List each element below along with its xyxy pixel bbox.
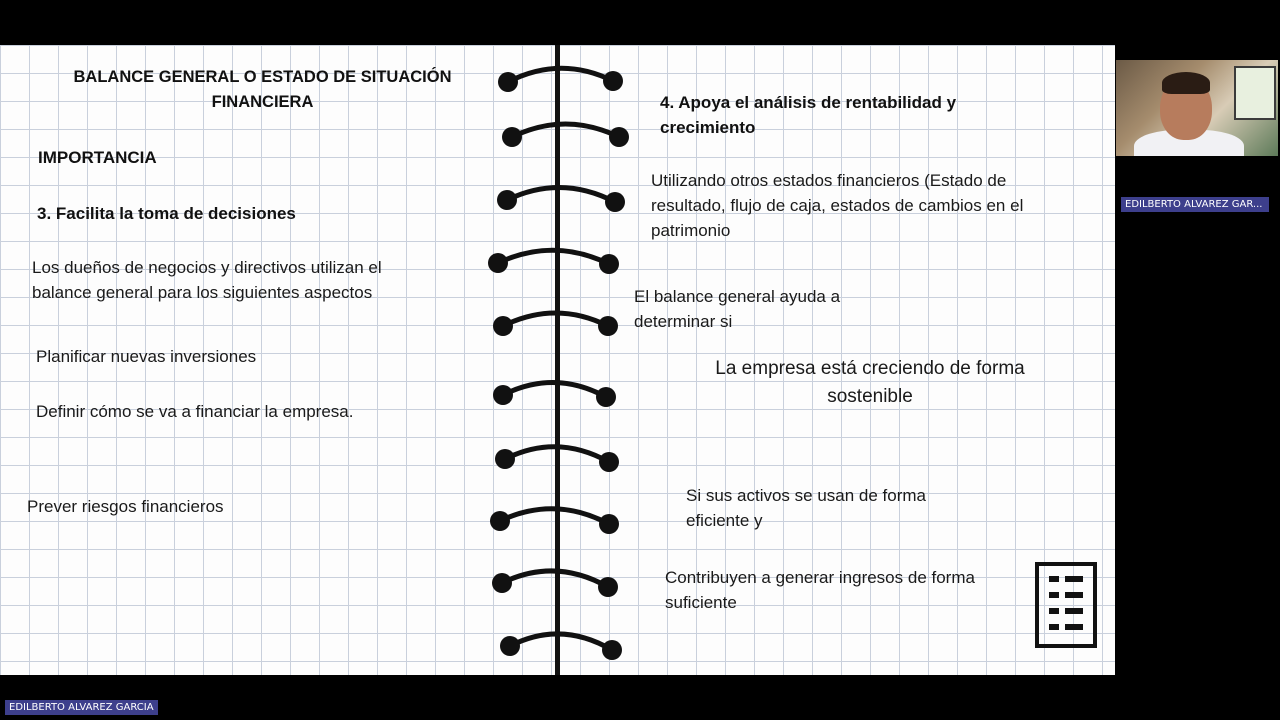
- video-name-tag: EDILBERTO ALVAREZ GAR...: [1121, 197, 1269, 212]
- notebook-ring-icon: [497, 187, 625, 212]
- notebook-ring-icon: [495, 447, 619, 472]
- notebook-ring-icon: [502, 124, 629, 147]
- speaker-name-tag: EDILBERTO ALVAREZ GARCIA: [5, 700, 158, 715]
- income-question: Contribuyen a generar ingresos de forma suficiente: [665, 568, 975, 612]
- aspect-item-1: Planificar nuevas inversiones: [36, 347, 257, 366]
- point-4-heading: 4. Apoya el análisis de rentabilidad y crecimiento: [660, 93, 957, 137]
- helps-determine-text: El balance general ayuda a determinar si: [634, 287, 841, 331]
- background-window: [1234, 66, 1276, 120]
- notebook-ring-icon: [492, 571, 618, 597]
- importance-heading: IMPORTANCIA: [38, 148, 157, 167]
- growth-question: La empresa está creciendo de forma sostenible: [715, 358, 1025, 407]
- notebook-ring-icon: [498, 68, 623, 92]
- notebook-ring-icon: [488, 250, 619, 274]
- slide-title: BALANCE GENERAL O ESTADO DE SITUACIÓN FINANCIERA: [73, 68, 452, 111]
- presentation-slide: [0, 45, 1115, 675]
- checklist-icon: [1035, 562, 1099, 650]
- participant-video[interactable]: [1116, 60, 1278, 156]
- notebook-ring-icon: [490, 509, 619, 534]
- notebook-ring-icon: [500, 634, 622, 660]
- person-hair: [1162, 72, 1210, 94]
- notebook-ring-icon: [493, 313, 618, 336]
- owners-intro: Los dueños de negocios y directivos utilizan el balance general para los siguientes aspectos: [32, 258, 382, 302]
- aspect-item-2: Definir cómo se va a financiar la empresa.: [36, 402, 354, 421]
- other-statements-text: Utilizando otros estados financieros (Estado de resultado, flujo de caja, estados de cambios en el patrimonio: [651, 171, 1024, 240]
- assets-question: Si sus activos se usan de forma eficiente y: [686, 486, 927, 530]
- point-3-heading: 3. Facilita la toma de decisiones: [37, 204, 296, 223]
- aspect-item-3: Prever riesgos financieros: [27, 497, 224, 516]
- notebook-ring-icon: [493, 382, 616, 407]
